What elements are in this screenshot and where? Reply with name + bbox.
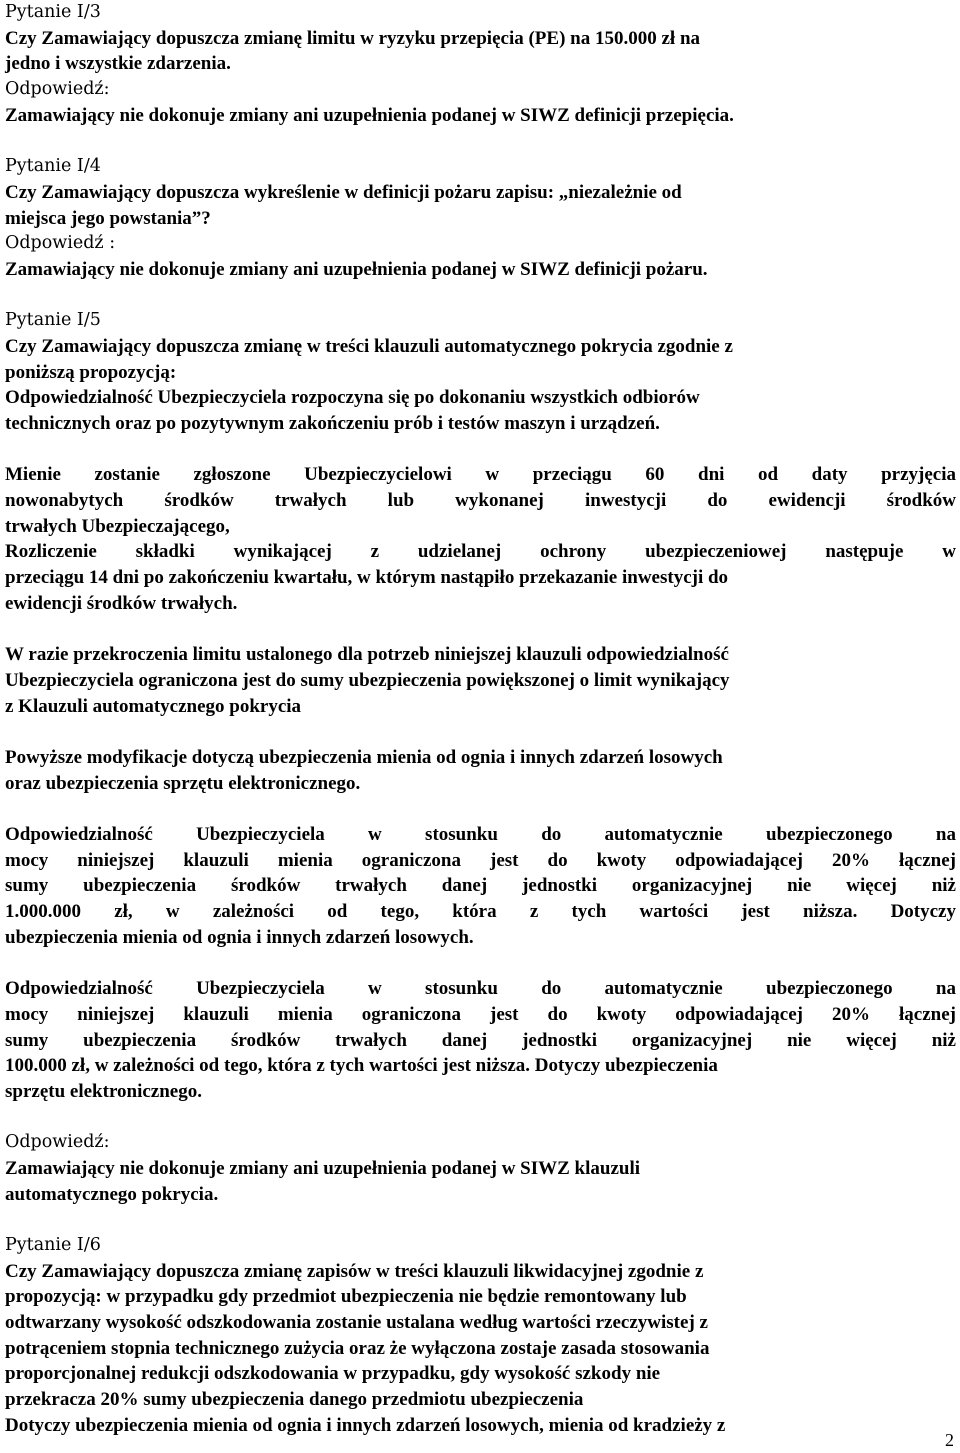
proposal-line: ubezpieczenia mienia od ognia i innych zdarzeń losowych. [5,926,474,948]
proposal-line: 100.000 zł, w zależności od tego, która z tych wartości jest niższa. Dotyczy ubezpieczenia [5,1055,718,1077]
proposal-line: mocy niniejszej klauzuli mienia ograniczona jest do kwoty odpowiadającej 20% łącznej [5,1003,956,1025]
answer-label: Odpowiedź: [5,1132,110,1153]
document-page [5,0,956,1439]
proposal-line: nowonabytych środków trwałych lub wykonanej inwestycji do ewidencji środków [5,490,956,512]
question-text-line: miejsca jego powstania”? [5,207,211,229]
answer-text-line: Zamawiający nie dokonuje zmiany ani uzupełnienia podanej w SIWZ klauzuli [5,1157,641,1179]
proposal-line: W razie przekroczenia limitu ustalonego dla potrzeb niniejszej klauzuli odpowiedzialność [5,644,729,666]
question-text-line: przekracza 20% sumy ubezpieczenia danego przedmiotu ubezpieczenia [5,1389,584,1411]
question-heading: Pytanie I/4 [5,156,101,177]
question-text-line: odtwarzany wysokość odszkodowania zostanie ustalana według wartości rzeczywistej z [5,1312,708,1334]
proposal-line: Mienie zostanie zgłoszone Ubezpieczycielowi w przeciągu 60 dni od daty przyjęcia [5,464,956,486]
proposal-line: Ubezpieczyciela ograniczona jest do sumy ubezpieczenia powiększonej o limit wynikający [5,669,730,691]
question-text-line: proporcjonalnej redukcji odszkodowania w przypadku, gdy wysokość szkody nie [5,1363,661,1385]
question-text-line: Czy Zamawiający dopuszcza zmianę limitu w ryzyku przepięcia (PE) na 150.000 zł na [5,27,701,49]
question-heading: Pytanie I/3 [5,2,101,22]
proposal-line: z Klauzuli automatycznego pokrycia [5,695,302,717]
answer-label: Odpowiedź: [5,79,110,100]
proposal-line: Odpowiedzialność Ubezpieczyciela w stosunku do automatycznie ubezpieczonego na [5,978,956,1000]
answer-text-line: Zamawiający nie dokonuje zmiany ani uzupełnienia podanej w SIWZ definicji pożaru. [5,258,708,280]
proposal-line: trwałych Ubezpieczającego, [5,515,230,537]
question-heading: Pytanie I/5 [5,310,101,331]
proposal-line: przeciągu 14 dni po zakończeniu kwartału, w którym nastąpiło przekazanie inwestycji do [5,567,729,589]
answer-text-line: automatycznego pokrycia. [5,1183,219,1205]
question-text-line: poniższą propozycją: [5,361,177,383]
proposal-line: sprzętu elektronicznego. [5,1080,202,1102]
question-text-line: Czy Zamawiający dopuszcza zmianę w treści klauzuli automatycznego pokrycia zgodnie z [5,335,733,357]
question-text-line: Czy Zamawiający dopuszcza wykreślenie w definicji pożaru zapisu: „niezależnie od [5,181,682,203]
proposal-line: technicznych oraz po pozytywnym zakończeniu prób i testów maszyn i urządzeń. [5,413,660,434]
proposal-line: sumy ubezpieczenia środków trwałych danej jednostki organizacyjnej nie więcej niż [5,875,956,897]
question-text-line: propozycją: w przypadku gdy przedmiot ubezpieczenia nie będzie remontowany lub [5,1286,687,1308]
proposal-line: ewidencji środków trwałych. [5,592,238,614]
proposal-line: Powyższe modyfikacje dotyczą ubezpieczenia mienia od ognia i innych zdarzeń losowych [5,746,723,768]
proposal-line: mocy niniejszej klauzuli mienia ograniczona jest do kwoty odpowiadającej 20% łącznej [5,849,956,871]
proposal-line: Odpowiedzialność Ubezpieczyciela rozpoczyna się po dokonaniu wszystkich odbiorów [5,387,700,409]
answer-text-line: Zamawiający nie dokonuje zmiany ani uzupełnienia podanej w SIWZ definicji przepięcia. [5,104,734,126]
proposal-line: oraz ubezpieczenia sprzętu elektronicznego. [5,772,361,794]
proposal-line: Odpowiedzialność Ubezpieczyciela w stosunku do automatycznie ubezpieczonego na [5,824,956,845]
question-heading: Pytanie I/6 [5,1235,101,1255]
question-text-line: potrąceniem stopnia technicznego zużycia oraz że wyłączona zostaje zasada stosowania [5,1337,710,1359]
proposal-line: sumy ubezpieczenia środków trwałych danej jednostki organizacyjnej nie więcej niż [5,1029,956,1051]
answer-label: Odpowiedź : [5,233,116,254]
question-text-line: jedno i wszystkie zdarzenia. [5,53,231,75]
question-text-line: Czy Zamawiający dopuszcza zmianę zapisów w treści klauzuli likwidacyjnej zgodnie z [5,1260,704,1282]
page-number: 2 [945,1430,954,1450]
proposal-line: 1.000.000 zł, w zależności od tego, która z tych wartości jest niższa. Dotyczy [5,901,956,923]
question-text-line: Dotyczy ubezpieczenia mienia od ognia i innych zdarzeń losowych, mienia od kradzieży z [5,1414,726,1436]
proposal-line: Rozliczenie składki wynikającej z udzielanej ochrony ubezpieczeniowej następuje w [5,541,956,563]
